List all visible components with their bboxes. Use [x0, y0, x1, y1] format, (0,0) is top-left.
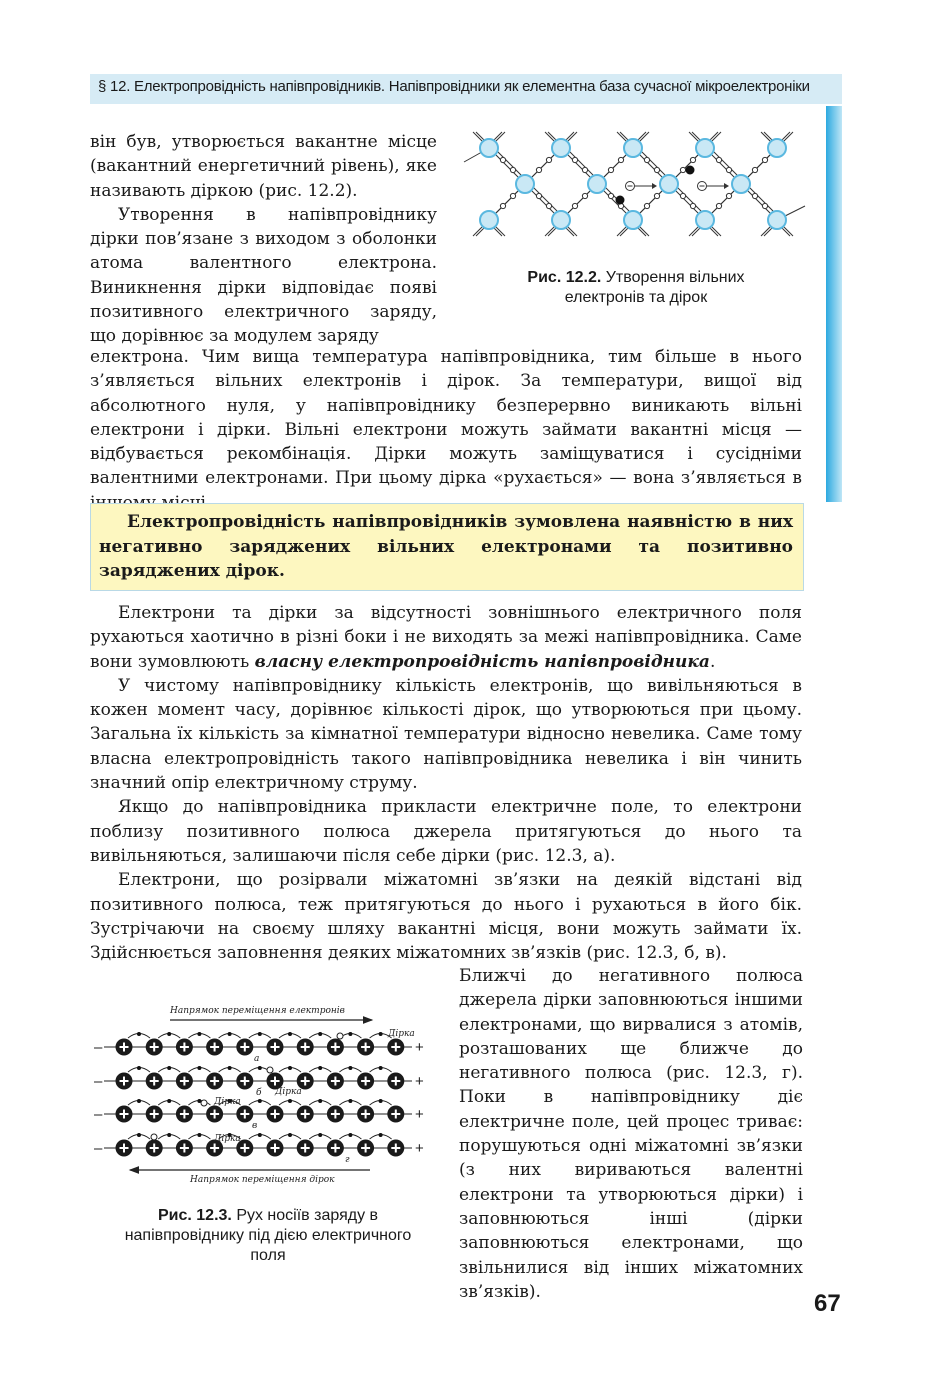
positive-ion [267, 1039, 284, 1056]
paragraph-full-1: електрона. Чим вища температура напівпровідника, тим більше в нього з’являється вільних електронів і дірок. За температури, вищої від абсолютного нуля, у напівпровіднику безперервно виникають вільні електрони і дірки. Вільні електрони можуть займати вакантні місця — відбувається рекомбінація. Дірки можуть заміщуватися і сусідніми валентними електронами. При цьому дірка «рухається» — вона з’являється в [90, 347, 802, 489]
paragraph-top-2: Утворення в напівпровіднику дірки пов’язане з виходом з оболонки атома валентного електрона. Виникнення дірки відповідає появі позитивного електричного заряду, що дорівнює за модулем заряду [90, 204, 437, 347]
paragraph-top-1: він був, утворюється вакантне місце (вакантний енергетичний рівень), яке називають діркою (рис. 12.2). [90, 132, 437, 201]
figure-12-3-caption-text: Рух носіїв заряду в напівпровіднику під дією електричного поля [124, 1207, 412, 1264]
positive-ion [387, 1073, 404, 1090]
positive-ion [357, 1140, 374, 1157]
section-header-title: § 12. Електропровідність напівпровідників. Напівпровідники як елементна база сучасної мікроелектроніки [98, 78, 810, 95]
figure-12-3-row [94, 1029, 424, 1064]
minus-pole-label: – [94, 1073, 103, 1090]
plus-pole-label: + [415, 1106, 424, 1123]
paragraph-d: Електрони, що розірвали міжатомні зв’язки на деякій відстані від позитивного полюса, теж притягуються до нього і рухаються в його бік. Зустрічаючи на своєму шляху вакантні місця, вони можуть займати їх. Здійснюється заповнення деяких міжатомних зв’язків (рис. 12.3, б, в). [90, 870, 802, 964]
positive-ion [297, 1106, 314, 1123]
figure-12-2-label: Рис. 12.2. [527, 269, 602, 286]
positive-ion [357, 1073, 374, 1090]
minus-pole-label: – [94, 1039, 103, 1056]
text-column-top [90, 130, 437, 349]
text-block-full-2 [90, 601, 802, 965]
side-accent-bar [826, 106, 842, 502]
figure-12-3-label: Рис. 12.3. [157, 1207, 232, 1224]
positive-ion [236, 1039, 253, 1056]
text-column-bottom [459, 964, 803, 1304]
plus-pole-label: + [415, 1039, 424, 1056]
plus-pole-label: + [415, 1140, 424, 1157]
paragraph-a-text: Електрони та дірки за відсутності зовнішнього електричного поля рухаються хаотично в різні боки і не виходять за межі напівпровідника. Саме вони зумовлюють [90, 603, 802, 672]
positive-ion [387, 1106, 404, 1123]
positive-ion [116, 1039, 133, 1056]
positive-ion [206, 1073, 223, 1090]
figure-12-2-caption-text: Утворення вільних електронів та дірок [564, 269, 745, 306]
hole-label: Дірка [214, 1097, 241, 1107]
row-letter: б [256, 1088, 262, 1098]
positive-ion [387, 1140, 404, 1157]
positive-ion [116, 1073, 133, 1090]
figure-12-3-row [94, 1066, 424, 1098]
electron-direction-label: Напрямок переміщення електронів [170, 1006, 345, 1016]
positive-ion [206, 1106, 223, 1123]
definition-callout-text: Електропровідність напівпровідників зумовлена наявністю в них негативно заряджених вільних електронами та позитивно заряджених дірок. [99, 512, 793, 581]
row-letter: г [345, 1155, 350, 1165]
figure-12-3-caption [118, 1206, 418, 1266]
positive-ion [387, 1039, 404, 1056]
paragraph-e: Ближчі до негативного полюса джерела дірки заповнюються іншими електронами, що вирвалися з атомів, розташованих ще ближче до негативного полюса (рис. 12.3, г). Поки в напівпровіднику діє електричне поле, цей процес триває: порушуються одні міжатомні зв’язки (з них вириваються валентні електрони та утворюються дірки) і заповнюються інші (дірки заповнюються електронами, що звільнилися від інших міжатомних зв’язків). [459, 966, 803, 1302]
plus-pole-label: + [415, 1073, 424, 1090]
minus-pole-label: – [94, 1106, 103, 1123]
hole-direction-label: Напрямок переміщення дірок [190, 1175, 335, 1185]
minus-pole-label: – [94, 1140, 103, 1157]
figure-12-2-caption [486, 268, 786, 308]
row-letter: в [252, 1121, 258, 1131]
emphasis-intrinsic-conductivity: власну електропровідність напівпровідника [254, 651, 710, 672]
positive-ion [116, 1140, 133, 1157]
paragraph-a-end: . [709, 651, 716, 672]
positive-ion [297, 1039, 314, 1056]
figure-12-3-diagram [90, 1000, 440, 1185]
page-number: 67 [814, 1290, 841, 1317]
positive-ion [176, 1106, 193, 1123]
hole-label: Дірка [388, 1029, 415, 1039]
figure-12-3-row [94, 1133, 424, 1165]
paragraph-c: Якщо до напівпровідника прикласти електричне поле, то електрони поблизу позитивного полюса джерела притягуються до нього та вивільняються, залишаючи після себе дірки (рис. 12.3, а). [90, 797, 802, 866]
positive-ion [146, 1106, 163, 1123]
positive-ion [236, 1073, 253, 1090]
positive-ion [176, 1073, 193, 1090]
row-letter: а [254, 1054, 260, 1064]
figure-12-3-row [94, 1097, 424, 1131]
figure-12-2-lattice [462, 126, 807, 258]
positive-ion [327, 1106, 344, 1123]
positive-ion [176, 1039, 193, 1056]
positive-ion [146, 1140, 163, 1157]
positive-ion [267, 1140, 284, 1157]
paragraph-a [90, 601, 802, 674]
positive-ion [146, 1073, 163, 1090]
positive-ion [236, 1106, 253, 1123]
hole-label: Дірка [275, 1087, 302, 1097]
hole-label: Дірка [214, 1134, 241, 1144]
positive-ion [327, 1073, 344, 1090]
positive-ion [146, 1039, 163, 1056]
positive-ion [357, 1039, 374, 1056]
positive-ion [297, 1140, 314, 1157]
paragraph-b: У чистому напівпровіднику кількість електронів, що вивільняються в кожен момент часу, дорівнює кількості дірок, що утворюються при цьому. Загальна їх кількість за кімнатної температури відносно невелика. Саме тому власна електропровідність такого напівпровідника невелика і він чинить значний опір електричному струму. [90, 675, 802, 794]
positive-ion [327, 1039, 344, 1056]
positive-ion [206, 1039, 223, 1056]
text-block-full-1 [90, 345, 802, 515]
positive-ion [116, 1106, 133, 1123]
positive-ion [357, 1106, 374, 1123]
positive-ion [176, 1140, 193, 1157]
positive-ion [267, 1106, 284, 1123]
positive-ion [327, 1140, 344, 1157]
